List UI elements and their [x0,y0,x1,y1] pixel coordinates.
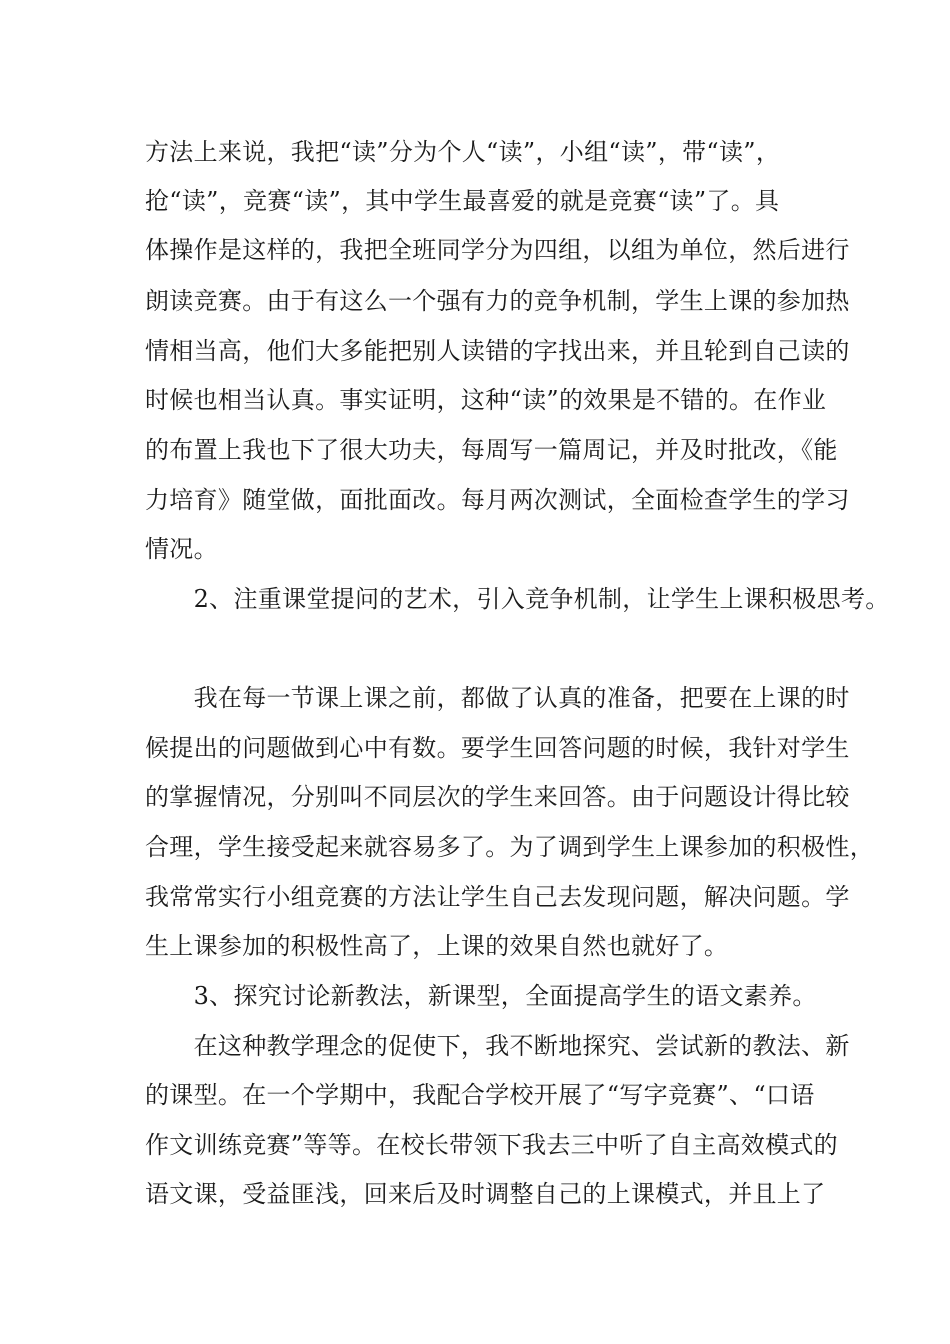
text-line: 的布置上我也下了很大功夫，每周写一篇周记，并及时批改，《能 [145,436,838,464]
text-line: 生上课参加的积极性高了，上课的效果自然也就好了。 [145,932,729,960]
text-line: 的掌握情况，分别叫不同层次的学生来回答。由于问题设计得比较 [145,783,850,811]
text-line: 作文训练竞赛”等等。在校长带领下我去三中听了自主高效模式的 [145,1131,838,1159]
section-heading: 2、注重课堂提问的艺术，引入竞争机制，让学生上课积极思考。 [145,585,890,613]
text-line: 情相当高，他们大多能把别人读错的字找出来，并且轮到自己读的 [145,337,850,365]
text-line: 方法上来说，我把“读”分为个人“读”，小组“读”，带“读”， [145,138,781,166]
text-line: 情况。 [145,535,218,563]
text-line: 我在每一节课上课之前，都做了认真的准备，把要在上课的时 [145,684,850,712]
text-line: 合理，学生接受起来就容易多了。为了调到学生上课参加的积极性， [145,833,874,861]
section-heading: 3、探究讨论新教法，新课型，全面提高学生的语文素养。 [145,982,817,1010]
text-line: 时候也相当认真。事实证明，这种“读”的效果是不错的。在作业 [145,386,827,414]
text-line: 候提出的问题做到心中有数。要学生回答问题的时候，我针对学生 [145,734,850,762]
text-line: 的课型。在一个学期中，我配合学校开展了“写字竞赛”、“口语 [145,1081,815,1109]
text-line: 体操作是这样的，我把全班同学分为四组，以组为单位，然后进行 [145,236,850,264]
text-line: 力培育》随堂做，面批面改。每月两次测试，全面检查学生的学习 [145,486,850,514]
text-line: 语文课，受益匪浅，回来后及时调整自己的上课模式，并且上了 [145,1180,826,1208]
text-line: 我常常实行小组竞赛的方法让学生自己去发现问题，解决问题。学 [145,883,850,911]
text-line: 抢“读”，竞赛“读”，其中学生最喜爱的就是竞赛“读”了。具 [145,187,780,215]
text-line: 朗读竞赛。由于有这么一个强有力的竞争机制，学生上课的参加热 [145,287,850,315]
text-line: 在这种教学理念的促使下，我不断地探究、尝试新的教法、新 [145,1032,850,1060]
